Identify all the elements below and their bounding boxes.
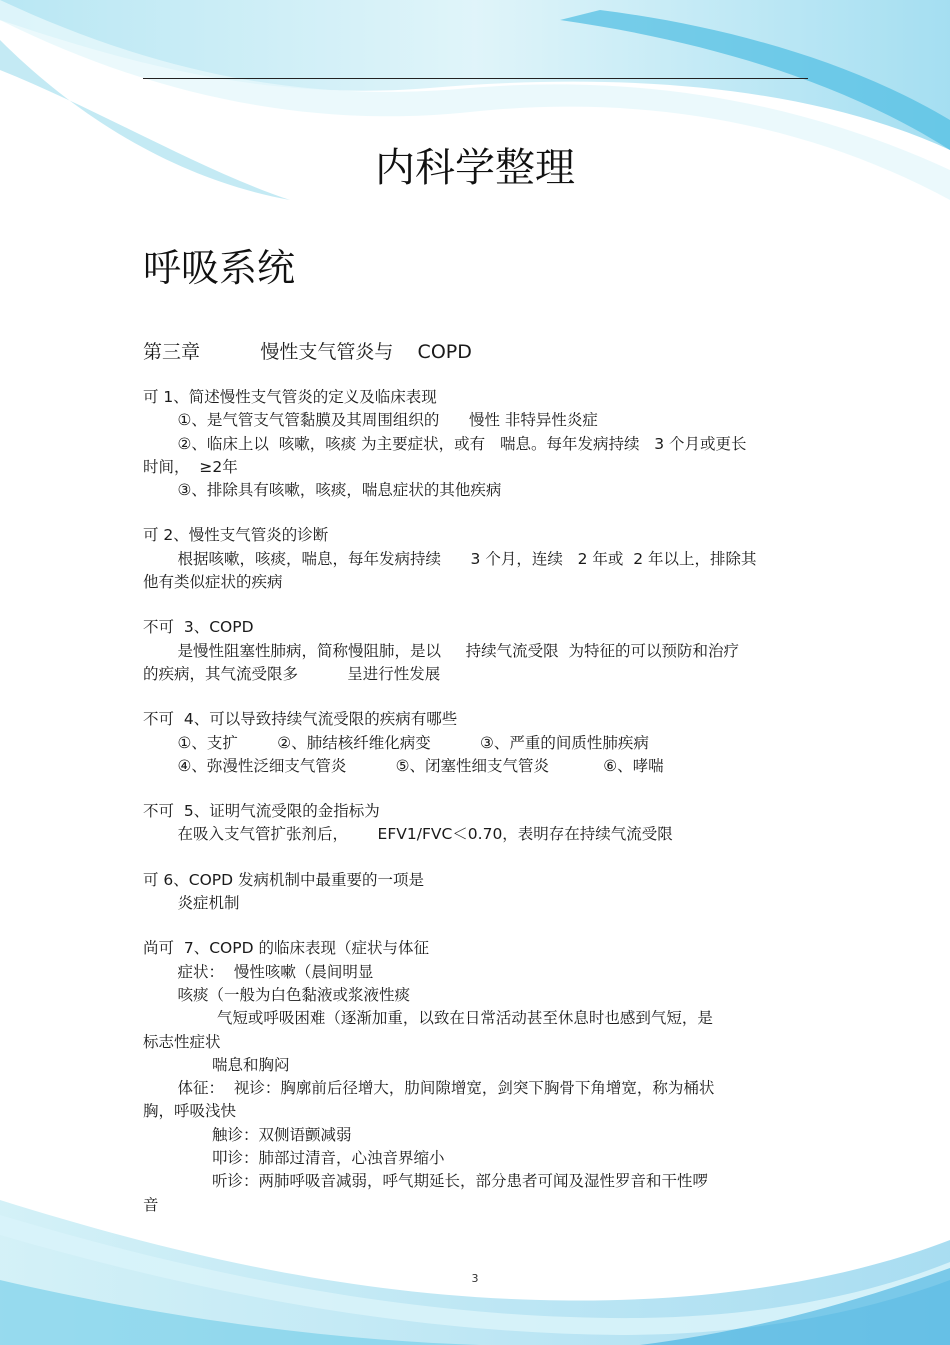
text-line: 的疾病，其气流受限多 呈进行性发展 — [143, 664, 441, 683]
text-line: 不可 3、COPD — [143, 618, 254, 637]
text-line: ②、临床上以 咳嗽，咳痰 为主要症状，或有 喘息。每年发病持续 3 个月或更长 — [143, 434, 747, 453]
paragraph-gap — [143, 594, 808, 616]
document-body — [143, 386, 808, 1217]
text-line: 在吸入支气管扩张剂后， EFV1/FVC＜0.70，表明存在持续气流受限 — [143, 825, 673, 844]
text-line: 触诊：双侧语颤减弱 — [143, 1125, 352, 1144]
text-line: 气短或呼吸困难（逐渐加重，以致在日常活动甚至休息时也感到气短，是 — [143, 1009, 713, 1028]
paragraph-gap — [143, 847, 808, 869]
paragraph-gap — [143, 686, 808, 708]
paragraph-gap — [143, 502, 808, 524]
text-line: 尚可 7、COPD 的临床表现（症状与体征 — [143, 939, 429, 958]
text-line: 音 — [143, 1195, 159, 1214]
text-line: 不可 4、可以导致持续气流受限的疾病有哪些 — [143, 710, 458, 729]
header-rule — [143, 78, 808, 79]
document-title: 内科学整理 — [375, 145, 575, 191]
chapter-heading: 第三章 慢性支气管炎与 COPD — [143, 341, 472, 363]
text-line: 可 2、慢性支气管炎的诊断 — [143, 526, 329, 545]
text-line: ③、排除具有咳嗽，咳痰，喘息症状的其他疾病 — [143, 481, 502, 500]
text-line: 时间， ≥2年 — [143, 457, 238, 476]
text-line: 不可 5、证明气流受限的金指标为 — [143, 802, 380, 821]
page-number: 3 — [471, 1272, 479, 1285]
text-line: ①、是气管支气管黏膜及其周围组织的 慢性 非特异性炎症 — [143, 411, 598, 430]
text-line: 叩诊：肺部过清音，心浊音界缩小 — [143, 1149, 445, 1168]
text-line: 咳痰（一般为白色黏液或浆液性痰 — [143, 985, 410, 1004]
text-line: 他有类似症状的疾病 — [143, 573, 283, 592]
text-line: 标志性症状 — [143, 1032, 221, 1051]
text-line: 炎症机制 — [143, 894, 240, 913]
text-line: 可 1、简述慢性支气管炎的定义及临床表现 — [143, 388, 437, 406]
paragraph-gap — [143, 915, 808, 937]
text-line: 症状： 慢性咳嗽（晨间明显 — [143, 962, 374, 981]
text-line: 听诊：两肺呼吸音减弱，呼气期延长，部分患者可闻及湿性罗音和干性啰 — [143, 1172, 708, 1191]
text-line: 喘息和胸闷 — [143, 1055, 290, 1074]
text-line: ①、支扩 ②、肺结核纤维化病变 ③、严重的间质性肺疾病 — [143, 733, 649, 752]
paragraph-gap — [143, 778, 808, 800]
section-heading: 呼吸系统 — [143, 246, 296, 290]
text-line: 胸，呼吸浅快 — [143, 1102, 237, 1121]
text-line: 可 6、COPD 发病机制中最重要的一项是 — [143, 870, 425, 889]
text-line: 体征： 视诊：胸廓前后径增大，肋间隙增宽，剑突下胸骨下角增宽，称为桶状 — [143, 1079, 715, 1098]
text-line: 是慢性阻塞性肺病，简称慢阻肺，是以 持续气流受限 为特征的可以预防和治疗 — [143, 641, 739, 660]
text-line: 根据咳嗽，咳痰，喘息，每年发病持续 3 个月，连续 2 年或 2 年以上，排除其 — [143, 549, 757, 568]
text-line: ④、弥漫性泛细支气管炎 ⑤、闭塞性细支气管炎 ⑥、哮喘 — [143, 756, 664, 775]
